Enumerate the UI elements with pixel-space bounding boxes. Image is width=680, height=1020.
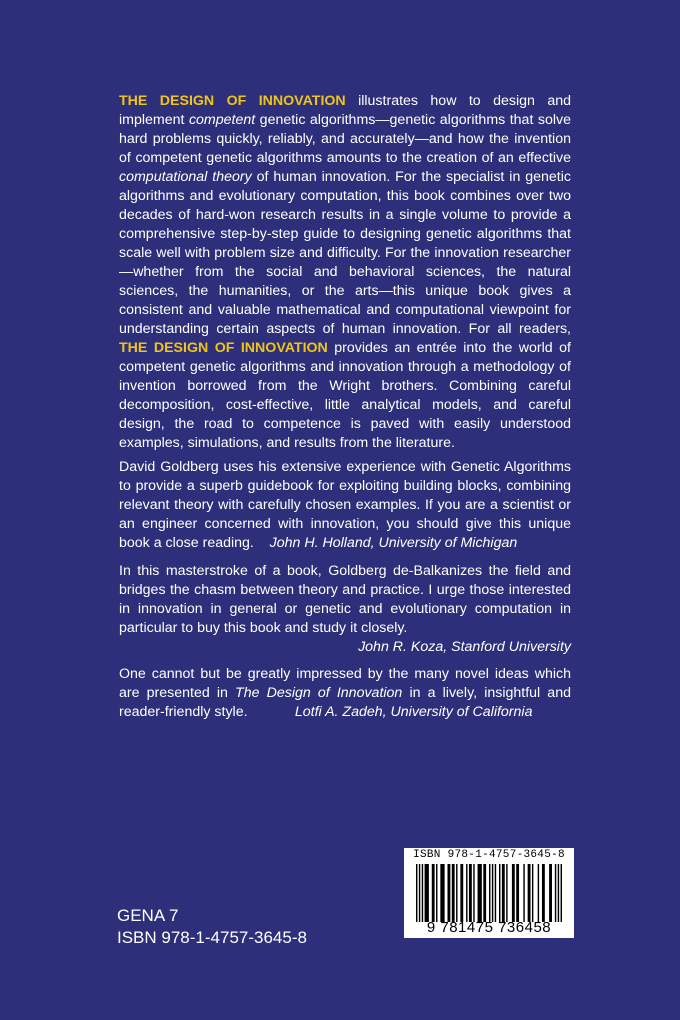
barcode-bar: [456, 864, 457, 922]
barcode-bar: [473, 864, 474, 922]
barcode-bar: [432, 864, 435, 922]
barcode-isbn-text: ISBN 978-1-4757-3645-8: [413, 849, 565, 861]
barcode-number: 9 781475 736458: [426, 919, 552, 936]
barcode-bar: [469, 864, 472, 922]
barcode-bar: [460, 864, 463, 922]
barcode-bar: [466, 864, 467, 922]
barcode-bar: [478, 864, 482, 922]
quote-book-title: The Design of Innovation: [235, 685, 403, 701]
endorsement-quote: [119, 562, 571, 657]
quote-attribution: John R. Koza, Stanford University: [358, 639, 571, 655]
barcode: [404, 848, 574, 938]
barcode-bar: [538, 864, 539, 922]
barcode-bar: [447, 864, 450, 922]
blurb-text: genetic algorithms—genetic algorithms that solve hard problems quickly, reliably, and accurately—and how the invention of competent genetic algorithms amounts to the creation of an effective: [119, 112, 571, 166]
barcode-bar: [452, 864, 455, 922]
isbn-label: ISBN 978-1-4757-3645-8: [117, 928, 307, 947]
quote-text: in a lively, insightful and reader-friendly style.: [119, 685, 571, 720]
book-title-highlight: THE DESIGN OF INNOVATION: [119, 340, 328, 356]
barcode-bar: [516, 864, 519, 922]
series-label: GENA 7: [117, 906, 179, 925]
barcode-bar: [436, 864, 437, 922]
barcode-bar: [502, 864, 505, 922]
quote-attribution: Lotfi A. Zadeh, University of California: [294, 704, 533, 720]
blurb-text: of human innovation. For the specialist in genetic algorithms and evolutionary computation, this book combines over two decades of hard-won research results in a single volume to provide a comprehensive step-by-step guide to designing genetic algorithms that scale well with problem size and difficulty. For the innovation researcher—whether from the social and behavioral sciences, the natural sciences, the humanities, or the arts—this unique book gives a consistent and valuable mathematical and computational viewpoint for understanding certain aspects of human innovation. For all readers,: [119, 169, 571, 337]
endorsement-quote: [119, 665, 571, 722]
quote-text: One cannot but be greatly impressed by the many novel ideas which are presented in: [119, 666, 571, 701]
endorsement-quote: [119, 458, 571, 553]
blurb-text: provides an entrée into the world of competent genetic algorithms and innovation through a methodology of invention borrowed from the Wright brothers. Combining careful decomposition, cost-effective, little analytical models, and careful design, the road to competence is paved with easily understood examples, simulations, and results from the literature.: [119, 340, 571, 451]
barcode-bar: [528, 864, 531, 922]
quote-text: David Goldberg uses his extensive experience with Genetic Algorithms to provide a superb guidebook for exploiting building blocks, combining relevant theory with carefully chosen examples. If you are a scientist or an engineer concerned with innovation, you should give this unique book a close reading.: [119, 459, 571, 551]
barcode-bar: [416, 864, 417, 922]
barcode-bar: [499, 864, 500, 922]
book-title-highlight: THE DESIGN OF INNOVATION: [119, 93, 346, 109]
barcode-bar: [440, 864, 444, 922]
barcode-bar: [495, 864, 496, 922]
barcode-bar: [506, 864, 507, 922]
barcode-bar: [492, 864, 493, 922]
barcode-bar: [425, 864, 429, 922]
blurb-emphasis: competent: [188, 112, 256, 128]
barcode-bar: [542, 864, 545, 922]
barcode-bar: [483, 864, 486, 922]
barcode-bar: [555, 864, 556, 922]
barcode-bar: [489, 864, 490, 922]
quote-attribution: John H. Holland, University of Michigan: [269, 535, 518, 551]
barcode-bar: [549, 864, 552, 922]
blurb-text: illustrates how to design and implement: [119, 93, 571, 128]
back-cover-blurb: [119, 92, 571, 453]
barcode-bar: [419, 864, 420, 922]
book-meta: [117, 905, 307, 949]
barcode-bar: [422, 864, 423, 922]
barcode-bar: [512, 864, 515, 922]
barcode-bar: [561, 864, 562, 922]
barcode-bar: [558, 864, 559, 922]
barcode-bar: [532, 864, 533, 922]
blurb-emphasis: computational theory: [119, 169, 252, 185]
barcode-bars: [416, 864, 562, 922]
barcode-bar: [523, 864, 524, 922]
quote-text: In this masterstroke of a book, Goldberg de-Balkanizes the field and bridges the chasm between theory and practice. I urge those interested in innovation in general or genetic and evolutionary computation in particular to buy this book and study it closely.: [119, 563, 571, 636]
